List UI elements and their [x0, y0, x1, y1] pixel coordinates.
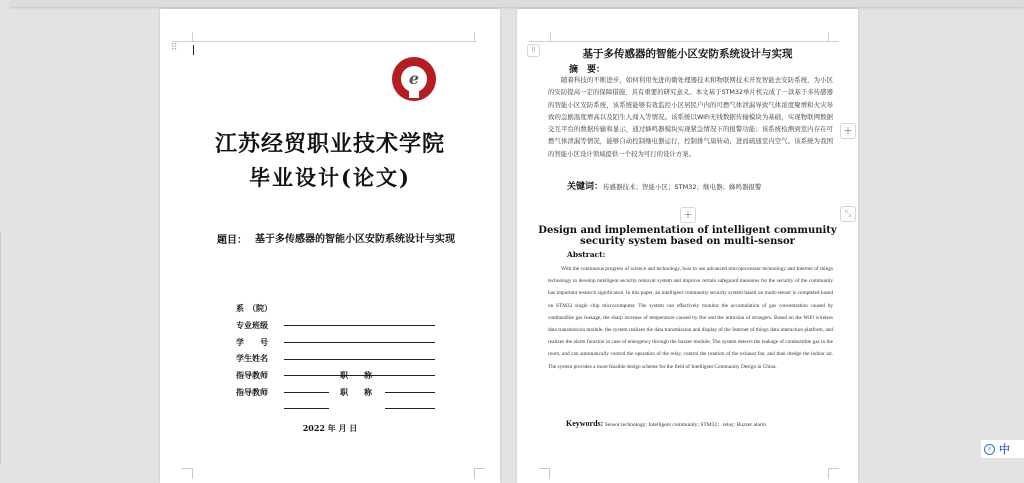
collapse-icon[interactable]: ⤡ — [840, 206, 856, 222]
ime-indicator[interactable] — [981, 440, 1024, 458]
drag-handle-icon[interactable]: ⠿ — [527, 44, 540, 57]
chinese-title: 基于多传感器的智能小区安防系统设计与实现 — [582, 48, 793, 60]
field-advisor-2 — [236, 387, 456, 403]
topic-text: 基于多传感器的智能小区安防系统设计与实现 — [255, 234, 455, 245]
field-label: 指导教师 — [236, 387, 268, 397]
document-page-cover[interactable] — [160, 9, 500, 483]
header-boundary — [172, 41, 477, 42]
margin-mark — [192, 32, 193, 42]
student-id-underline[interactable] — [284, 359, 435, 360]
margin-mark — [550, 32, 551, 42]
field-label: 系 （院） — [236, 303, 272, 313]
english-title: Design and implementation of intelligent community security system based on multi-sensor — [538, 225, 837, 247]
field-label: 学生姓名 — [236, 353, 268, 363]
left-panel-edge — [0, 233, 1, 463]
class-underline[interactable] — [284, 342, 435, 343]
field-label: 学 号 — [236, 337, 268, 347]
abstract-heading-en: Abstract: — [567, 250, 606, 259]
margin-mark — [474, 32, 475, 42]
keywords-label-en: Keywords: — [566, 419, 604, 428]
school-name: 江苏经贸职业技术学院 — [214, 131, 445, 157]
document-page-abstract[interactable] — [517, 9, 858, 483]
title-label: 职 称 — [340, 370, 372, 380]
ime-logo-icon[interactable]: 拼 — [984, 444, 995, 455]
toolbar-shadow — [10, 0, 1024, 7]
advisor-2-underline[interactable] — [284, 408, 329, 409]
abstract-heading-cn: 摘 要： — [569, 65, 606, 75]
margin-corner — [474, 468, 485, 479]
topic-label: 题目： — [217, 235, 247, 246]
abstract-text-cn: 随着科技的不断进步，如何利用先进的微处理器技术和物联网技术开发智能去安防系统，为小区的安防提高一定的保障措施，具有重要的研究意义。本文基于STM32单片机完成了一款基于多传感器的智能小区安防系统，该系统能够有效监控小区居民户内的可燃气体泄漏导致气体浓度聚增和火灾导致的急剧温度增高以及陌生人闯入等情况。该系统以WiFi无线数据传输模块为基础，实现物联网数据交互平台的数据传输和显示，通过蜂鸣器模块实现紧急情况下的报警功能；该系统检测到室内存在可燃气体泄漏等情况，能够自动控制继电器运行，控制排气扇转动，进而疏通室内空气。该系统为我国的智能小区设计领域提供一个较为可行的设计方案。 — [548, 76, 833, 158]
ime-language-toggle[interactable]: 中 — [999, 443, 1010, 456]
school-logo: e — [392, 57, 436, 101]
header-boundary — [529, 41, 839, 42]
thesis-type-title: 毕业设计(论文) — [249, 165, 411, 190]
abstract-text-en: With the continuous progress of science and technology, how to use advanced microprocessor technology and Internet of things technology to develop intelligent security removal system and improve certain safeguard measures for the security of the community has important research significance. In this paper, an intelligent community security system based on multi-sensor is completed based on STM32 single chip microcomputer. The system can effectively monitor the accumulation of gas concentration caused by combustible gas leakage, the sharp increase of temperature caused by fire and the intrusion of strangers. Based on the WiFi wireless data transmission module, the system realizes the data transmission and display of the Internet of things data interaction platform, and realizes the alarm function in case of emergency through the buzzer module; The system detects the leakage of combustible gas in the room, and can automatically control the operation of the relay, control the rotation of the exhaust fan, and then dredge the indoor air. The system provides a more feasible design scheme for the field of Intelligent Community Design in China. — [548, 266, 833, 370]
drag-handle-icon[interactable]: ⠿ — [171, 43, 177, 53]
text-cursor — [193, 45, 194, 55]
department-underline[interactable] — [284, 325, 435, 326]
title-label: 职 称 — [340, 387, 372, 397]
margin-corner — [182, 468, 193, 479]
keywords-en — [566, 419, 766, 428]
submission-date: 2022 年 月 日 — [302, 423, 358, 433]
field-advisor-1 — [236, 370, 456, 386]
keywords-label-cn: 关键词： — [567, 182, 604, 192]
keywords-cn — [567, 179, 762, 192]
keywords-value-en: Sensor technology; Intelligent community; STM32；relay; Buzzer alarm — [604, 422, 766, 428]
field-label: 指导教师 — [236, 370, 268, 380]
field-label: 专业班级 — [236, 320, 268, 330]
add-block-button[interactable]: + — [680, 207, 696, 223]
advisor-2-title-underline[interactable] — [385, 408, 435, 409]
margin-corner — [539, 468, 550, 479]
keywords-value-cn: 传感器技术；智能小区；STM32；继电器；蜂鸣器报警 — [603, 183, 762, 191]
margin-corner — [828, 468, 839, 479]
add-block-side-button[interactable]: + — [840, 123, 856, 139]
margin-mark — [828, 32, 829, 42]
